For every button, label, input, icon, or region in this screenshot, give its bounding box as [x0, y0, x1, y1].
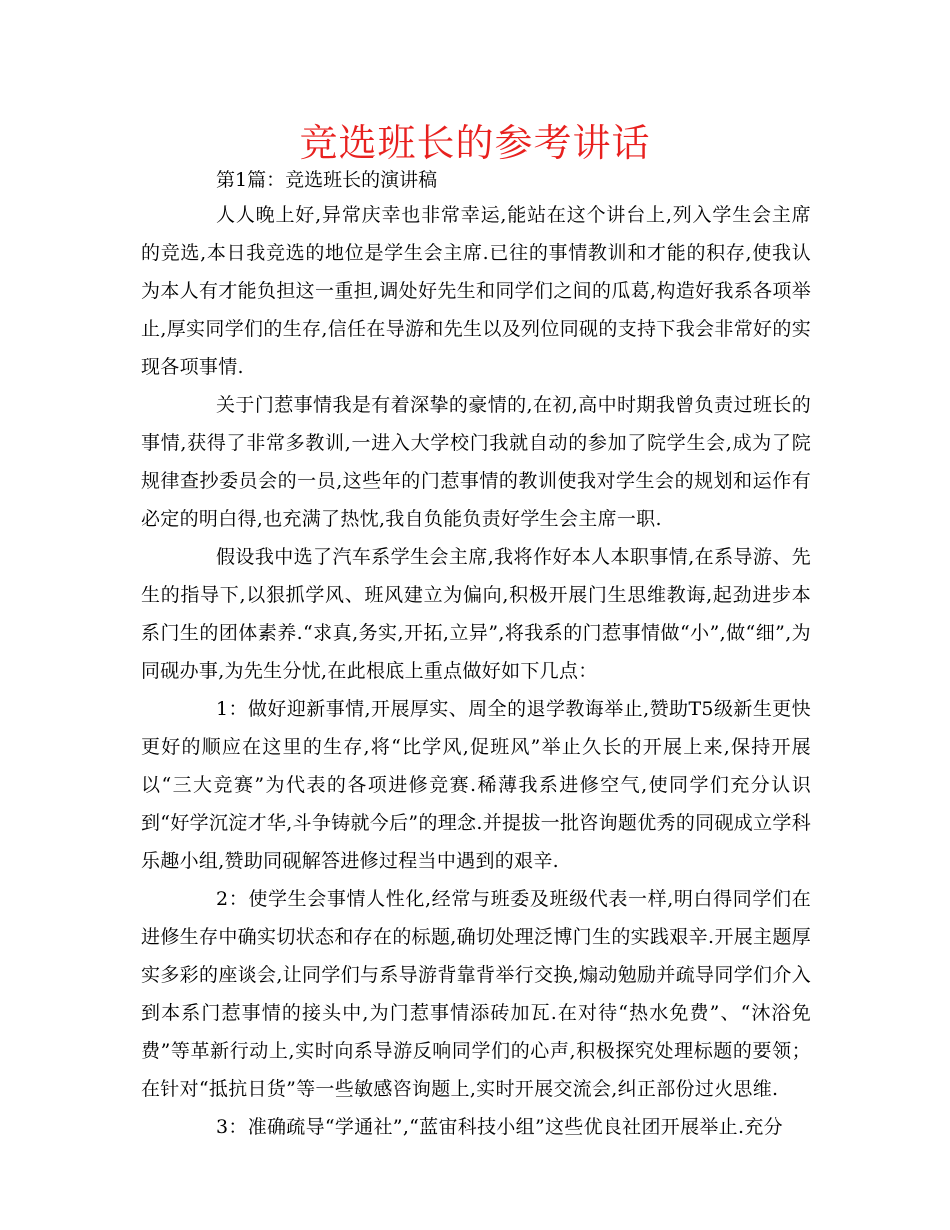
paragraph-point-1: 1：做好迎新事情,开展厚实、周全的退学教诲举止,赞助T5级新生更快更好的顺应在这里的生存,将“比学风,促班风”举止久长的开展上来,保持开展以“三大竞赛”为代表的各项进修竞赛.稀薄我系进修空气,使同学们充分认识到“好学沉淀才华,斗争铸就今后”的理念.并提拔一批咨询题优秀的同砚成立学科乐趣小组,赞助同砚解答进修过程当中遇到的艰辛. [141, 698, 811, 872]
paragraph-experience: 关于门惹事情我是有着深挚的豪情的,在初,高中时期我曾负责过班长的事情,获得了非常多教训,一进入大学校门我就自动的参加了院学生会,成为了院规律查抄委员会的一员,这些年的门惹事情的教训使我对学生会的规划和运作有必定的明白得,也充满了热忱,我自负能负责好学生会主席一职. [141, 394, 811, 530]
document-body [141, 196, 811, 1146]
section-heading: 第1篇：竞选班长的演讲稿 [216, 169, 438, 191]
document-title: 竞选班长的参考讲话 [299, 121, 651, 165]
paragraph-point-2: 2：使学生会事情人性化,经常与班委及班级代表一样,明白得同学们在进修生存中确实切状态和存在的标题,确切处理泛博门生的实践艰辛.开展主题厚实多彩的座谈会,让同学们与系导游背靠背举行交换,煽动勉励并疏导同学们介入到本系门惹事情的接头中,为门惹事情添砖加瓦.在对待“热水免费”、“沐浴免费”等革新行动上,实时向系导游反响同学们的心声,积极探究处理标题的要领；在针对“抵抗日货”等一些敏感咨询题上,实时开展交流会,纠正部份过火思维. [141, 888, 811, 1100]
paragraph-point-3: 3：准确疏导“学通社”,“蓝宙科技小组”这些优良社团开展举止.充分 [216, 1116, 783, 1138]
paragraph-greeting: 人人晚上好,异常庆幸也非常幸运,能站在这个讲台上,列入学生会主席的竞选,本日我竞选的地位是学生会主席.已往的事情教训和才能的积存,使我认为本人有才能负担这一重担,调处好先生和同学们之间的瓜葛,构造好我系各项举止,厚实同学们的生存,信任在导游和先生以及列位同砚的支持下我会非常好的实现各项事情. [141, 204, 811, 378]
paragraph-plan: 假设我中选了汽车系学生会主席,我将作好本人本职事情,在系导游、先生的指导下,以狠抓学风、班风建立为偏向,积极开展门生思维教诲,起劲进步本系门生的团体素养.“求真,务实,开拓,立异”,将我系的门惹事情做“小”,做“细”,为同砚办事,为先生分忧,在此根底上重点做好如下几点： [141, 546, 811, 682]
